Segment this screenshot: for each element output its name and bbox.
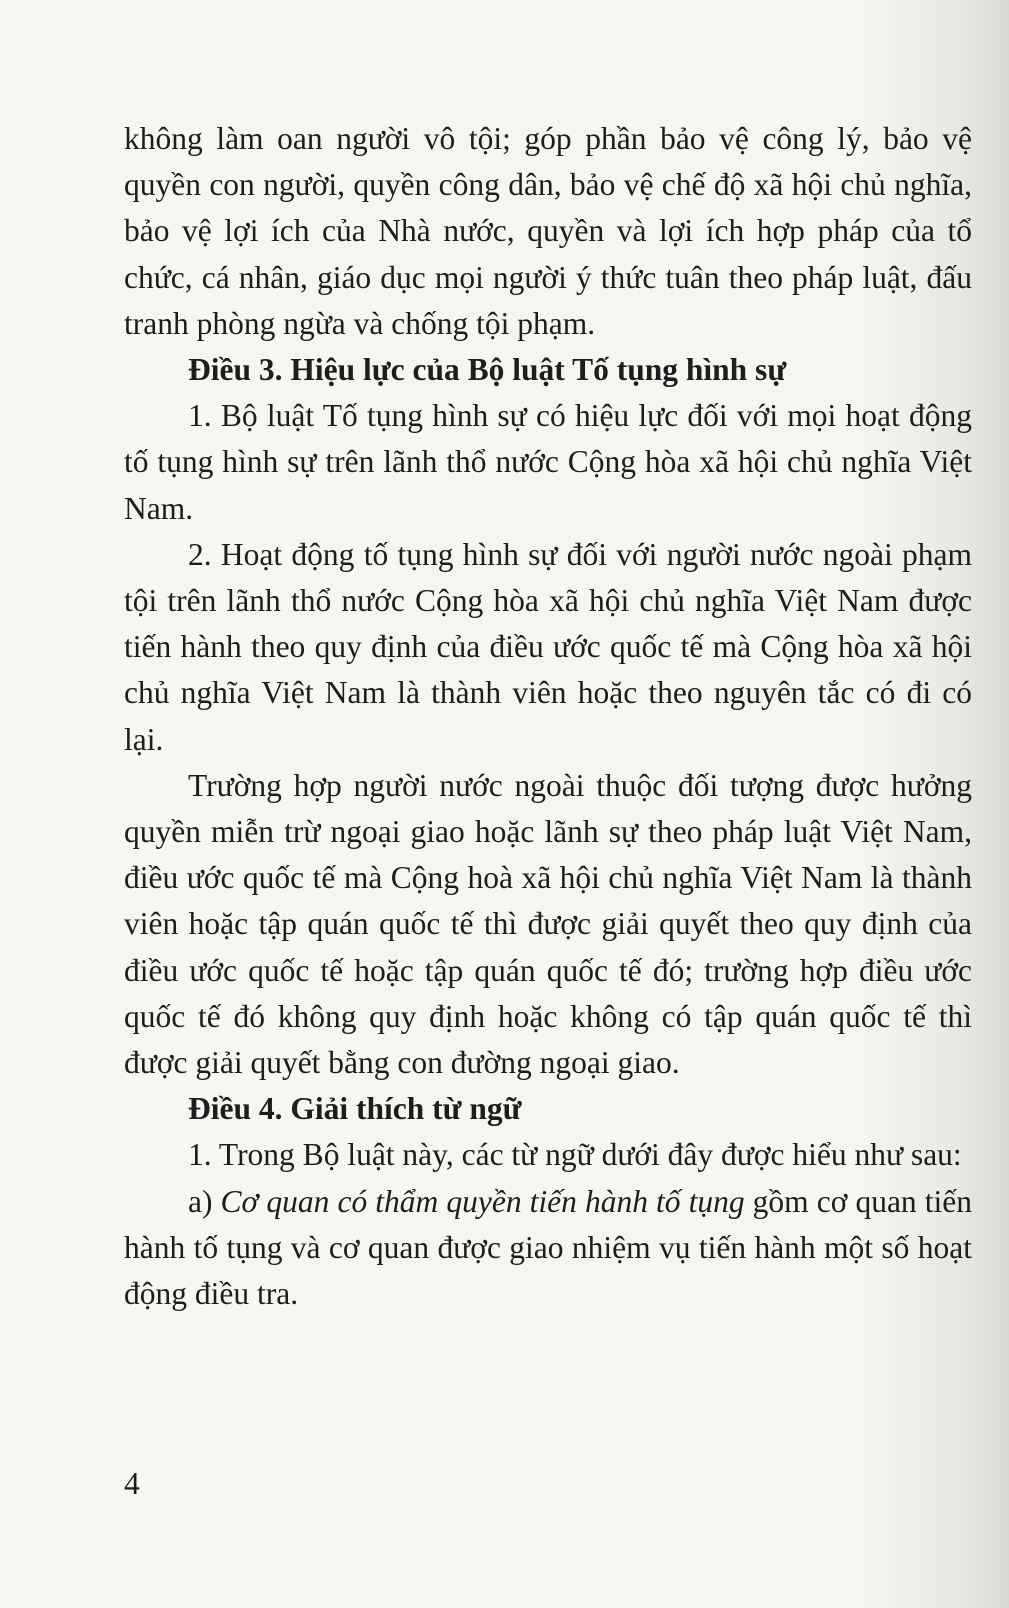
article-3-clause-1: 1. Bộ luật Tố tụng hình sự có hiệu lực đối với mọi hoạt động tố tụng hình sự trên lãnh thổ nước Cộng hòa xã hội chủ nghĩa Việt Nam. xyxy=(124,398,972,526)
page-number: 4 xyxy=(124,1466,140,1501)
defined-term: Cơ quan có thẩm quyền tiến hành tố tụng xyxy=(220,1183,745,1219)
article-4-point-a xyxy=(124,1179,972,1318)
definition-text: gồm cơ quan tiến hành tố tụng và cơ quan được giao nhiệm vụ tiến hành một số hoạt động điều tra. xyxy=(124,1183,972,1312)
paragraph-article-2-end: không làm oan người vô tội; góp phần bảo vệ công lý, bảo vệ quyền con người, quyền công dân, bảo vệ chế độ xã hội chủ nghĩa, bảo vệ lợi ích của Nhà nước, quyền và lợi ích hợp pháp của tổ chức, cá nhân, giáo dục mọi người ý thức tuân theo pháp luật, đấu tranh phòng ngừa và chống tội phạm. xyxy=(124,121,972,341)
point-a-prefix: a) xyxy=(188,1183,221,1219)
article-4-heading: Điều 4. Giải thích từ ngữ xyxy=(188,1091,522,1127)
article-3-heading: Điều 3. Hiệu lực của Bộ luật Tố tụng hình sự xyxy=(188,352,787,388)
article-4-clause-1: 1. Trong Bộ luật này, các từ ngữ dưới đây được hiểu như sau: xyxy=(188,1137,962,1173)
page-body xyxy=(124,116,972,1317)
article-3-clause-2-continued: Trường hợp người nước ngoài thuộc đối tượng được hưởng quyền miễn trừ ngoại giao hoặc lãnh sự theo pháp luật Việt Nam, điều ước quốc tế mà Cộng hoà xã hội chủ nghĩa Việt Nam là thành viên hoặc tập quán quốc tế thì được giải quyết theo quy định của điều ước quốc tế hoặc tập quán quốc tế đó; trường hợp điều ước quốc tế đó không quy định hoặc không có tập quán quốc tế thì được giải quyết bằng con đường ngoại giao. xyxy=(124,767,972,1081)
article-3-clause-2: 2. Hoạt động tố tụng hình sự đối với người nước ngoài phạm tội trên lãnh thổ nước Cộng hòa xã hội chủ nghĩa Việt Nam được tiến hành theo quy định của điều ước quốc tế mà Cộng hòa xã hội chủ nghĩa Việt Nam là thành viên hoặc theo nguyên tắc có đi có lại. xyxy=(124,536,972,757)
